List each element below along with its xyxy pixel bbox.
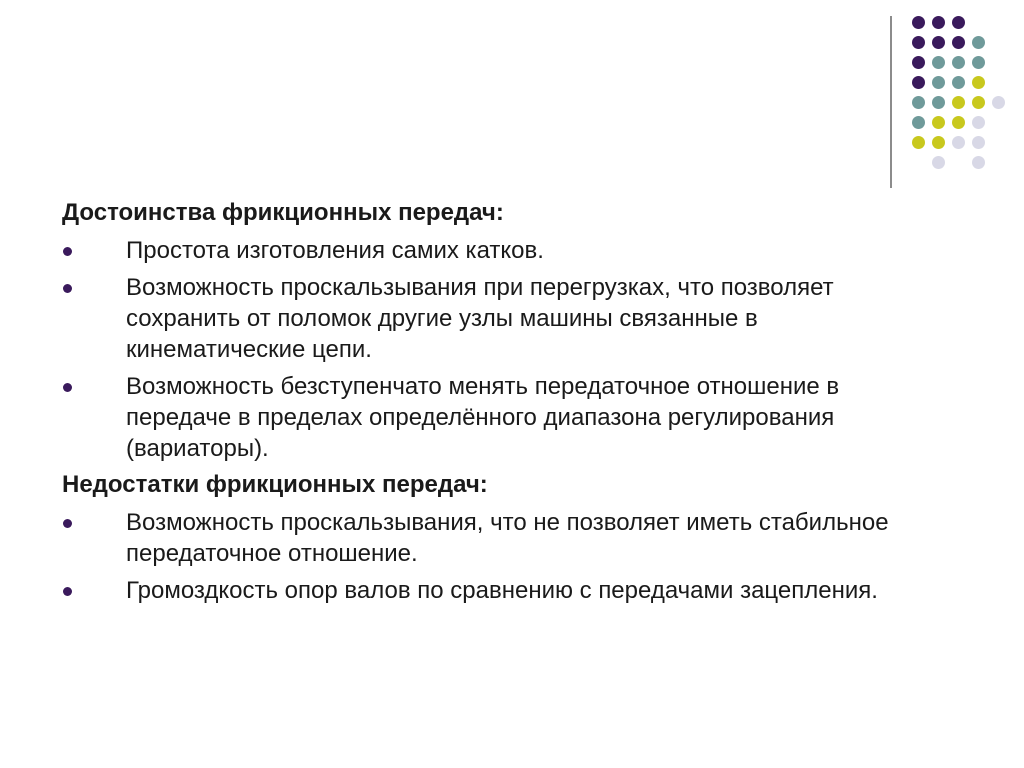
bullet-dot-icon bbox=[63, 247, 72, 256]
decorative-dot-icon bbox=[972, 156, 985, 169]
decorative-dot-icon bbox=[972, 116, 985, 129]
list-item bbox=[62, 575, 922, 606]
bullet-dot-icon bbox=[63, 587, 72, 596]
decorative-dot-icon bbox=[912, 96, 925, 109]
decorative-dot-icon bbox=[932, 76, 945, 89]
list-item-text: Возможность безступенчато менять передаточное отношение в передаче в пределах определённого диапазона регулирования (вариаторы). bbox=[126, 373, 840, 462]
decorative-dot-icon bbox=[972, 76, 985, 89]
list-item bbox=[62, 272, 922, 365]
decorative-dot-icon bbox=[932, 36, 945, 49]
decorative-dot-icon bbox=[932, 56, 945, 69]
decorative-dot-icon bbox=[932, 116, 945, 129]
list-item bbox=[62, 235, 922, 266]
decorative-dot-icon bbox=[972, 96, 985, 109]
bullet-dot-icon bbox=[63, 519, 72, 528]
decorative-dot-icon bbox=[912, 136, 925, 149]
decorative-dot-icon bbox=[912, 16, 925, 29]
decorative-dot-icon bbox=[932, 156, 945, 169]
decorative-dot-grid bbox=[0, 0, 1024, 200]
decorative-dot-icon bbox=[912, 116, 925, 129]
decorative-dot-icon bbox=[952, 36, 965, 49]
list-item-text: Возможность проскальзывания, что не позволяет иметь стабильное передаточное отношение. bbox=[126, 509, 889, 567]
advantages-list bbox=[62, 235, 922, 464]
decorative-dot-icon bbox=[932, 96, 945, 109]
list-item-text: Возможность проскальзывания при перегрузках, что позволяет сохранить от поломок другие узлы машины связанные в кинематические цепи. bbox=[126, 274, 834, 363]
decorative-dot-icon bbox=[932, 136, 945, 149]
decorative-dot-icon bbox=[972, 136, 985, 149]
decorative-dot-icon bbox=[952, 76, 965, 89]
decorative-dot-icon bbox=[932, 16, 945, 29]
decorative-dot-icon bbox=[912, 56, 925, 69]
decorative-dot-icon bbox=[972, 56, 985, 69]
disadvantages-list bbox=[62, 507, 922, 606]
decorative-dot-icon bbox=[912, 36, 925, 49]
decorative-dot-icon bbox=[952, 16, 965, 29]
bullet-dot-icon bbox=[63, 284, 72, 293]
decorative-dot-icon bbox=[912, 76, 925, 89]
list-item-text: Громоздкость опор валов по сравнению с передачами зацепления. bbox=[126, 577, 878, 604]
decorative-divider-line bbox=[890, 16, 892, 188]
list-item-text: Простота изготовления самих катков. bbox=[126, 237, 544, 264]
decorative-dot-icon bbox=[952, 56, 965, 69]
slide-content bbox=[62, 196, 922, 610]
advantages-heading: Достоинства фрикционных передач: bbox=[62, 199, 504, 226]
bullet-dot-icon bbox=[63, 383, 72, 392]
decorative-dot-icon bbox=[952, 116, 965, 129]
list-item bbox=[62, 507, 922, 569]
decorative-dot-icon bbox=[992, 96, 1005, 109]
decorative-dot-icon bbox=[952, 96, 965, 109]
decorative-dot-icon bbox=[972, 36, 985, 49]
list-item bbox=[62, 371, 922, 464]
decorative-dot-icon bbox=[952, 136, 965, 149]
disadvantages-heading: Недостатки фрикционных передач: bbox=[62, 471, 488, 498]
